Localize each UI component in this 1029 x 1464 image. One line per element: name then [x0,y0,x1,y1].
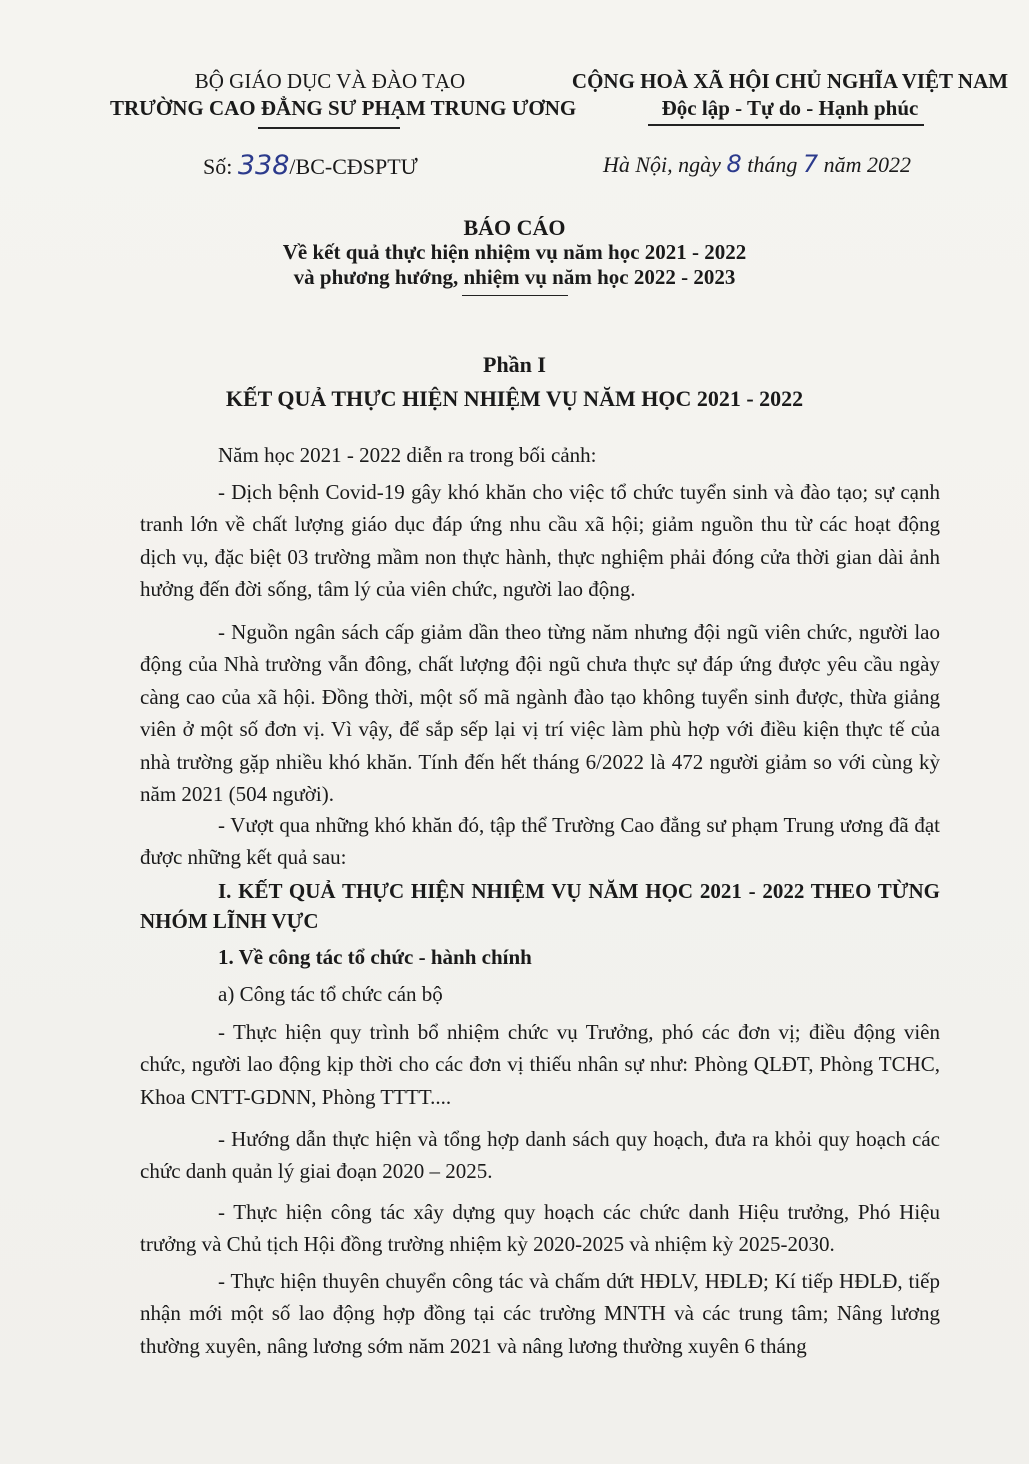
school-name: TRƯỜNG CAO ĐẲNG SƯ PHẠM TRUNG ƯƠNG [110,96,577,120]
section-heading-1: 1. Về công tác tổ chức - hành chính [218,945,532,969]
national-motto: Độc lập - Tự do - Hạnh phúc [661,96,919,120]
header-left [110,68,577,122]
report-subtitle-1: Về kết quả thực hiện nhiệm vụ năm học 2021 - 2022 [282,240,747,264]
ministry-name: BỘ GIÁO DỤC VÀ ĐÀO TẠO [194,69,466,93]
section-heading-I: I. KẾT QUẢ THỰC HIỆN NHIỆM VỤ NĂM HỌC 2021 - 2022 THEO TỪNG NHÓM LĨNH VỰC [140,879,940,933]
paragraph-appointment: - Thực hiện quy trình bổ nhiệm chức vụ Trưởng, phó các đơn vị; điều động viên chức, người lao động kịp thời cho các đơn vị thiếu nhân sự như: Phòng QLĐT, Phòng TCHC, Khoa CNTT-GDNN, Phòng TTTT.... [140,1020,940,1109]
subsection-a: a) Công tác tổ chức cán bộ [218,982,443,1006]
part-heading: KẾT QUẢ THỰC HIỆN NHIỆM VỤ NĂM HỌC 2021 - 2022 [225,386,804,411]
paragraph-leadership: - Thực hiện công tác xây dựng quy hoạch các chức danh Hiệu trưởng, Phó Hiệu trưởng và Chủ tịch Hội đồng trường nhiệm kỳ 2020-2025 và nhiệm kỳ 2025-2030. [140,1200,940,1257]
part-label: Phần I [483,352,546,377]
country-name: CỘNG HOÀ XÃ HỘI CHỦ NGHĨA VIỆT NAM [571,69,1009,93]
report-subtitle-2: và phương hướng, nhiệm vụ năm học 2022 - 2023 [293,265,736,289]
paragraph-budget: - Nguồn ngân sách cấp giảm dần theo từng năm nhưng đội ngũ viên chức, người lao động của Nhà trường vẫn đông, chất lượng đội ngũ chưa thực sự đáp ứng được yêu cầu ngày càng cao của xã hội. Đồng thời, một số mã ngành đào tạo không tuyển sinh được, thừa giảng viên ở một số đơn vị. Vì vậy, để sắp sếp lại vị trí việc làm phù hợp với điều kiện thực tế của nhà trường gặp nhiều khó khăn. Tính đến hết tháng 6/2022 là 472 người giảm so với cùng kỳ năm 2021 (504 người). [140,620,940,807]
handwritten-month: 7 [802,150,819,178]
handwritten-number: 338 [237,150,290,181]
motto-underline [648,124,924,126]
intro-paragraph: Năm học 2021 - 2022 diễn ra trong bối cảnh: [218,443,597,467]
subtitle-underline [462,295,568,296]
report-title: BÁO CÁO [463,215,566,240]
header-right [560,68,1020,122]
paragraph-covid: - Dịch bệnh Covid-19 gây khó khăn cho việc tổ chức tuyển sinh và đào tạo; sự cạnh tranh lớn về chất lượng giáo dục đáp ứng nhu cầu xã hội; giảm nguồn thu từ các hoạt động dịch vụ, đặc biệt 03 trường mầm non thực hành, thực nghiệm phải đóng cửa thời gian dài ảnh hưởng đến đời sống, tâm lý của viên chức, người lao động. [140,480,940,602]
document-number: Số: 338/BC-CĐSPTƯ [203,150,418,181]
paragraph-overcome: - Vượt qua những khó khăn đó, tập thể Trường Cao đẳng sư phạm Trung ương đã đạt được những kết quả sau: [140,813,940,870]
school-underline [258,127,400,129]
paragraph-planning: - Hướng dẫn thực hiện và tổng hợp danh sách quy hoạch, đưa ra khỏi quy hoạch các chức danh quản lý giai đoạn 2020 – 2025. [140,1127,940,1184]
handwritten-day: 8 [726,150,742,178]
document-date: Hà Nội, ngày 8 tháng 7 năm 2022 [603,150,912,178]
paragraph-transfer: - Thực hiện thuyên chuyển công tác và chấm dứt HĐLV, HĐLĐ; Kí tiếp HĐLĐ, tiếp nhận mới một số lao động hợp đồng tại các trường MNTH và các trung tâm; Nâng lương thường xuyên, nâng lương sớm năm 2021 và nâng lương thường xuyên 6 tháng [140,1269,940,1358]
